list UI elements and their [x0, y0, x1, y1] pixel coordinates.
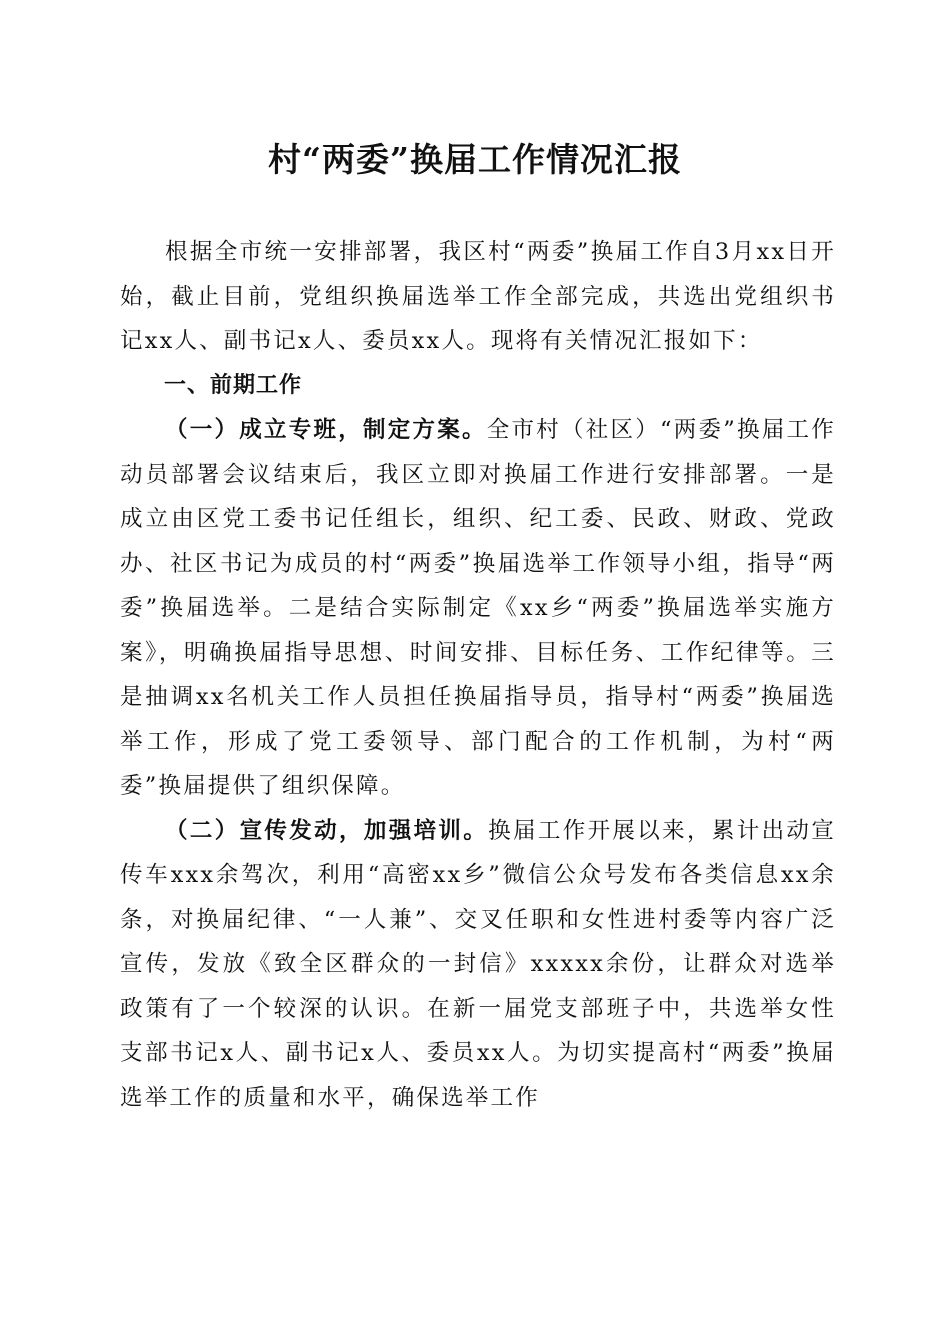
intro-paragraph: 根据全市统一安排部署，我区村“两委”换届工作自3月xx日开始，截止目前，党组织换届选举工作全部完成，共选出党组织书记xx人、副书记x人、委员xx人。现将有关情况汇报如下： — [120, 239, 836, 354]
section-heading-preliminary-work: 一、前期工作 — [164, 372, 303, 398]
document-body — [120, 230, 836, 1120]
document-title: 村“两委”换届工作情况汇报 — [268, 140, 682, 179]
subheading-publicity-training: （二）宣传发动，加强培训。 — [165, 817, 489, 844]
paragraph-establish-team-text: 全市村（社区）“两委”换届工作动员部署会议结束后，我区立即对换届工作进行安排部署。一是成立由区党工委书记任组长，组织、纪工委、民政、财政、党政办、社区书记为成员的村“两委”换届选举工作领导小组，指导“两委”换届选举。二是结合实际制定《xx乡“两委”换届选举实施方案》，明确换届指导思想、时间安排、目标任务、工作纪律等。三是抽调xx名机关工作人员担任换届指导员，指导村“两委”换届选举工作，形成了党工委领导、部门配合的工作机制，为村“两委”换届提供了组织保障。 — [120, 417, 836, 799]
paragraph-establish-team — [120, 408, 836, 809]
subheading-establish-team: （一）成立专班，制定方案。 — [165, 417, 487, 443]
paragraph-publicity-training-text: 换届工作开展以来，累计出动宣传车xxx余驾次，利用“高密xx乡”微信公众号发布各类信息xx余条，对换届纪律、“一人兼”、交叉任职和女性进村委等内容广泛宣传，发放《致全区群众的一封信》xxxxx余份，让群众对选举政策有了一个较深的认识。在新一届党支部班子中，共选举女性支部书记x人、副书记x人、委员xx人。为切实提高村“两委”换届选举工作的质量和水平，确保选举工作 — [120, 817, 836, 1111]
paragraph-publicity-training — [120, 809, 836, 1121]
